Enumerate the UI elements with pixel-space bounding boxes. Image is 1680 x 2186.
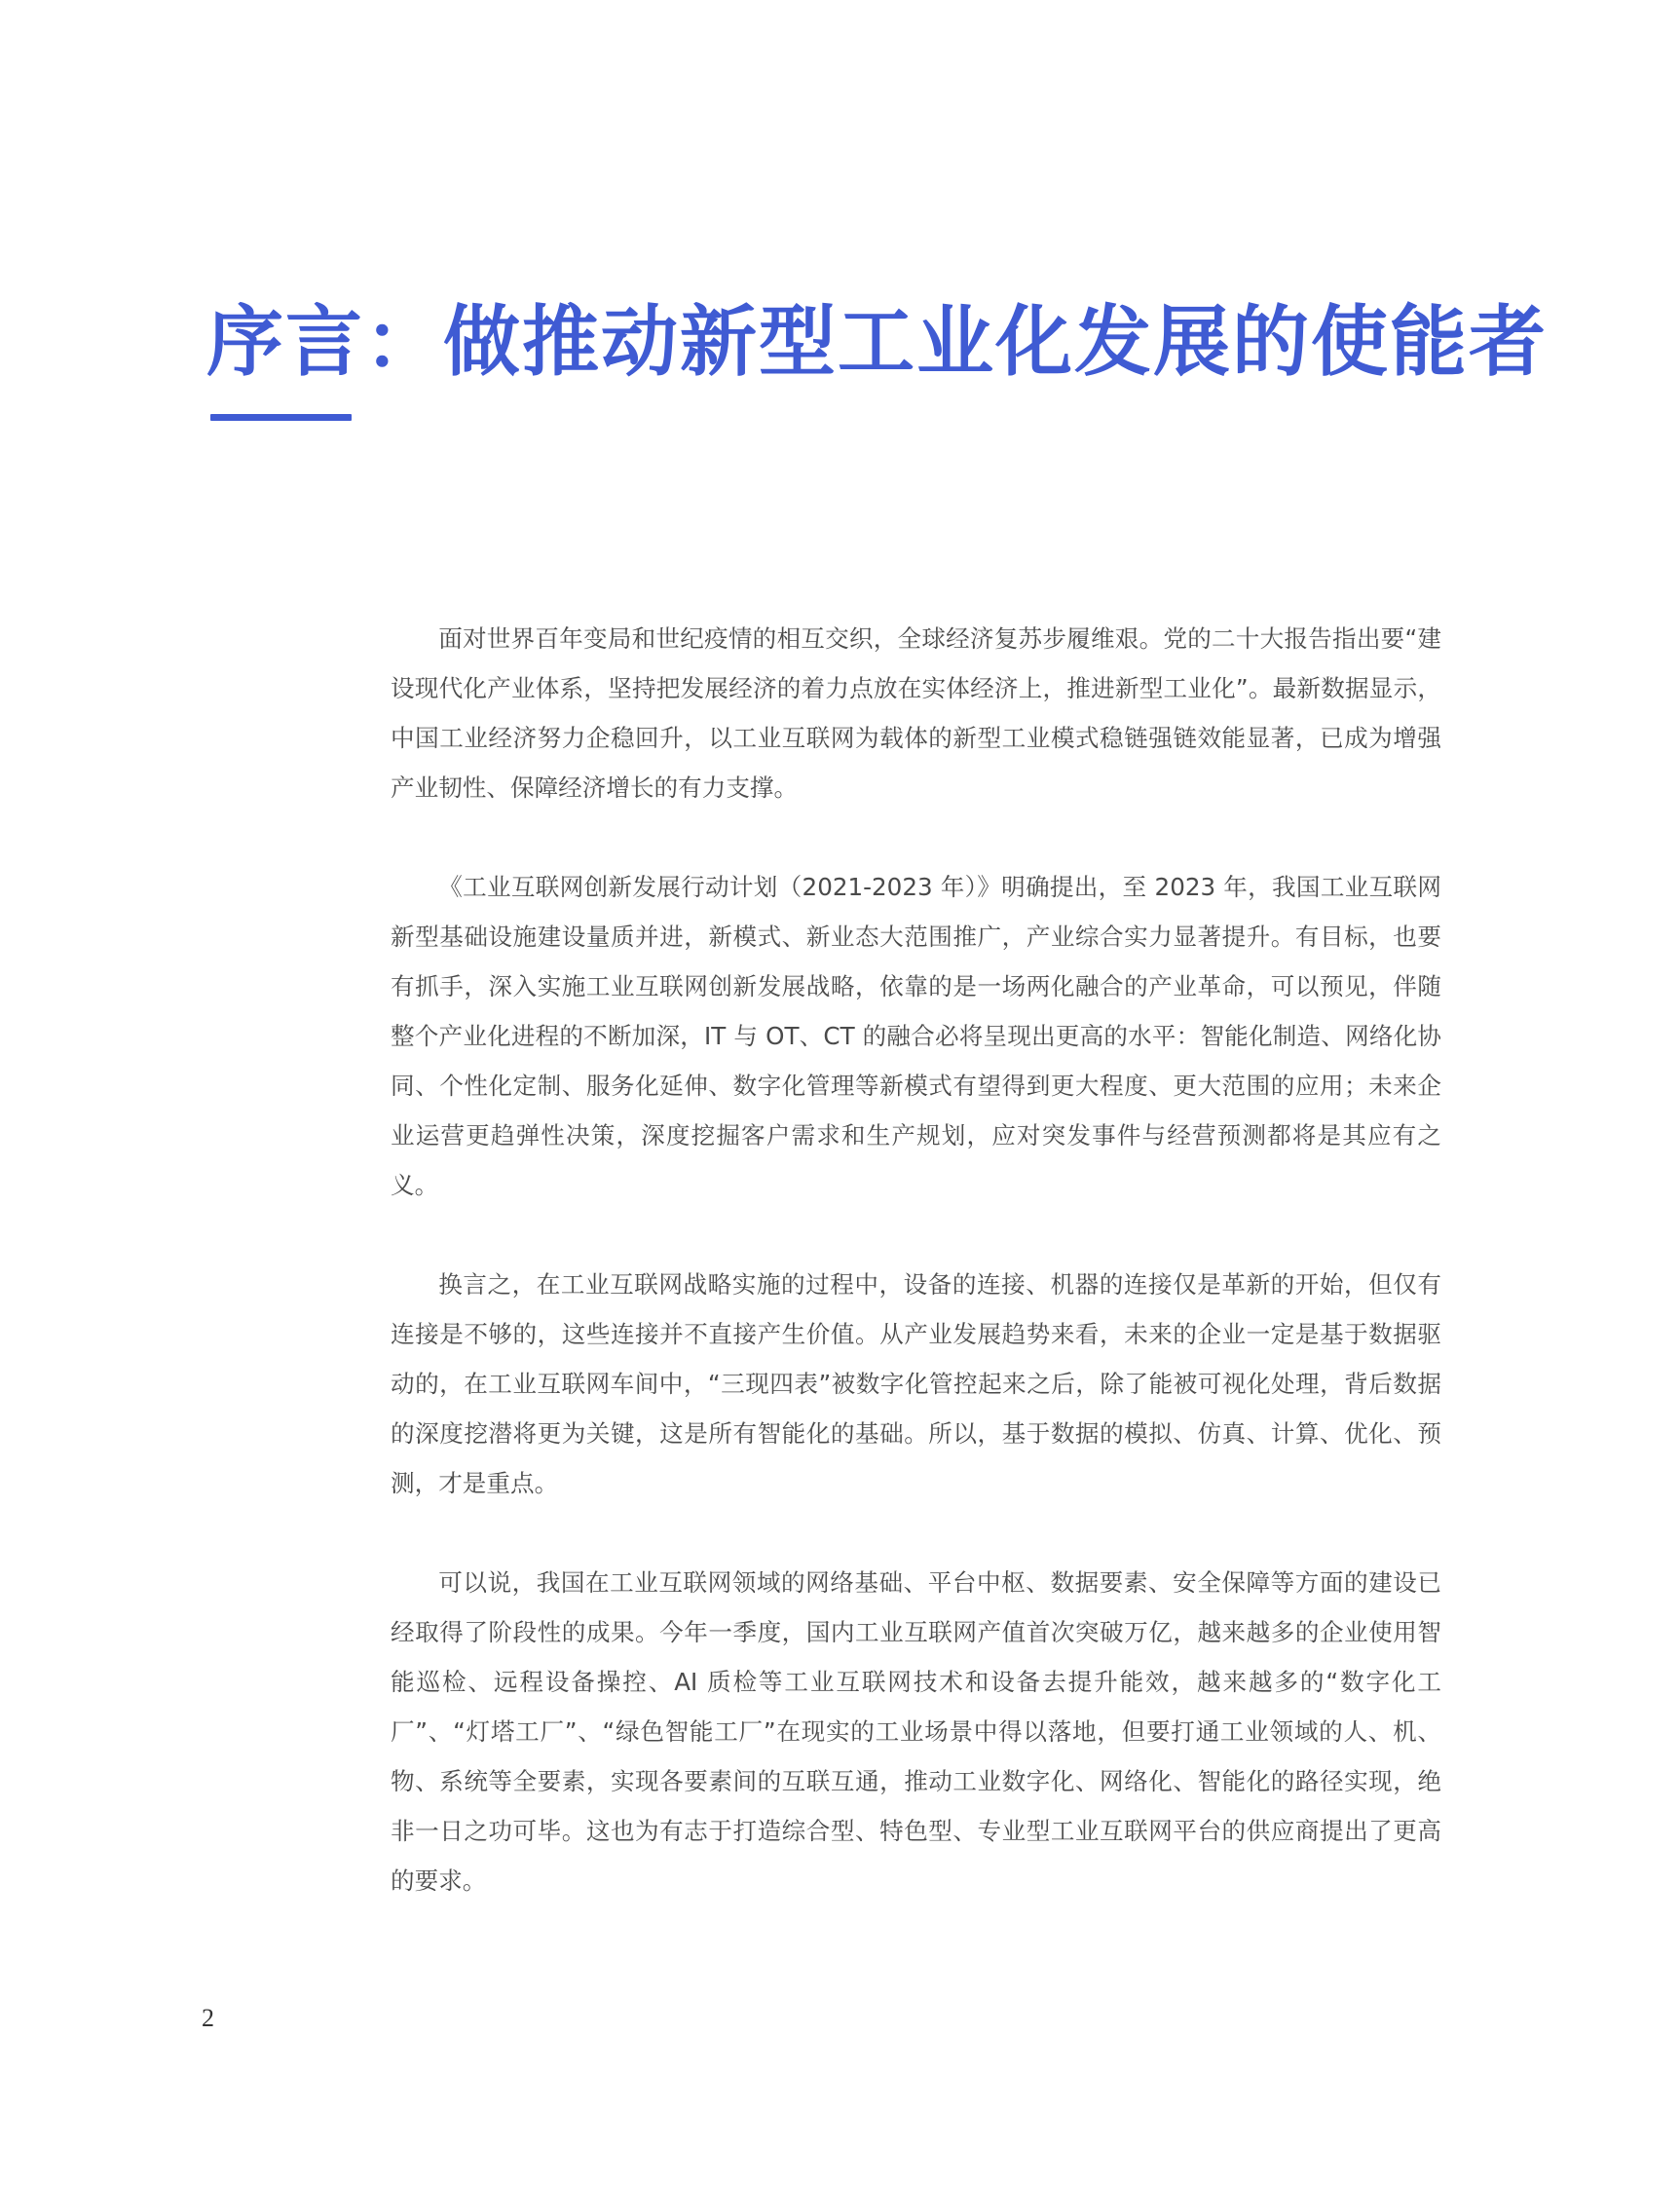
page-number: 2 — [202, 2004, 214, 2032]
page-title: 序言：做推动新型工业化发展的使能者 — [206, 297, 1548, 387]
paragraph: 可以说，我国在工业互联网领域的网络基础、平台中枢、数据要素、安全保障等方面的建设已经取得了阶段性的成果。今年一季度，国内工业互联网产值首次突破万亿，越来越多的企业使用智能巡检、远程设备操控、AI 质检等工业互联网技术和设备去提升能效，越来越多的“数字化工厂”、“灯塔工厂”、“绿色智能工厂”在现实的工业场景中得以落地，但要打通工业领域的人、机、物、系统等全要素，实现各要素间的互联互通，推动工业数字化、网络化、智能化的路径实现，绝非一日之功可毕。这也为有志于打造综合型、特色型、专业型工业互联网平台的供应商提出了更高的要求。 — [391, 1568, 1441, 1895]
paragraph: 面对世界百年变局和世纪疫情的相互交织，全球经济复苏步履维艰。党的二十大报告指出要“建设现代化产业体系，坚持把发展经济的着力点放在实体经济上，推进新型工业化”。最新数据显示，中国工业经济努力企稳回升，以工业互联网为载体的新型工业模式稳链强链效能显著，已成为增强产业韧性、保障经济增长的有力支撑。 — [391, 624, 1441, 802]
paragraph: 换言之，在工业互联网战略实施的过程中，设备的连接、机器的连接仅是革新的开始，但仅有连接是不够的，这些连接并不直接产生价值。从产业发展趋势来看，未来的企业一定是基于数据驱动的，在工业互联网车间中，“三现四表”被数字化管控起来之后，除了能被可视化处理，背后数据的深度挖潜将更为关键，这是所有智能化的基础。所以，基于数据的模拟、仿真、计算、优化、预测，才是重点。 — [391, 1270, 1441, 1497]
paragraph: 《工业互联网创新发展行动计划（2021-2023 年）》明确提出，至 2023 年，我国工业互联网新型基础设施建设量质并进，新模式、新业态大范围推广，产业综合实力显著提升。有目标，也要有抓手，深入实施工业互联网创新发展战略，依靠的是一场两化融合的产业革命，可以预见，伴随整个产业化进程的不断加深，IT 与 OT、CT 的融合必将呈现出更高的水平：智能化制造、网络化协同、个性化定制、服务化延伸、数字化管理等新模式有望得到更大程度、更大范围的应用；未来企业运营更趋弹性决策，深度挖掘客户需求和生产规划，应对突发事件与经营预测都将是其应有之义。 — [391, 873, 1441, 1199]
title-underline — [210, 414, 352, 421]
body-text — [391, 614, 1441, 1955]
